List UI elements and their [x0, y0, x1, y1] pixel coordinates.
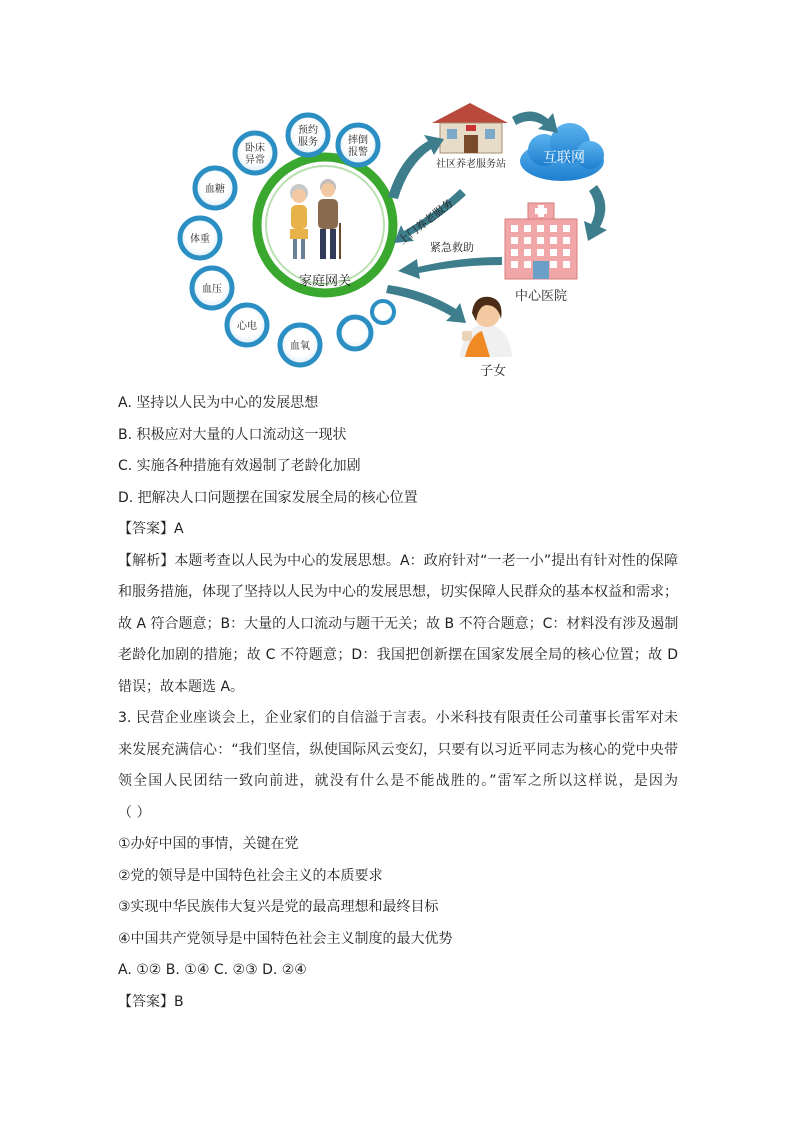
monitor-bubble-label: 血糖: [205, 184, 225, 195]
arrow-internet-to-hospital: [584, 185, 607, 241]
q3-stem-line: 来发展充满信心：“我们坚信，纵使国际风云变幻，只要有以习近平同志为核心的党中央带: [118, 741, 678, 758]
internet-label: 互联网: [543, 150, 585, 166]
emergency-arrow-label: 紧急救助: [430, 241, 474, 254]
q3-statement-3: ③实现中华民族伟大复兴是党的最高理想和最终目标: [118, 899, 439, 915]
arrow-station-to-internet: [512, 111, 558, 133]
children-label: 子女: [479, 364, 507, 379]
question-text: [118, 392, 678, 1022]
hospital-window: [511, 225, 518, 232]
child-person-icon: [460, 297, 512, 357]
q2-analysis-line: 【解析】本题考查以人民为中心的发展思想。A：政府针对“一老一小”提出有针对性的保障: [118, 552, 678, 569]
hospital-window: [563, 237, 570, 244]
q3-stem-line: 领全国人民团结一致向前进，就没有什么是不能战胜的。”雷军之所以这样说，是因为: [118, 773, 678, 789]
q3-statement-1: ①办好中国的事情，关键在党: [118, 836, 299, 852]
hospital-window: [537, 249, 544, 256]
hospital-icon: [505, 203, 577, 279]
monitor-bubble-label: 心电: [237, 321, 257, 332]
arrow-ring-to-children: [386, 285, 466, 323]
empty-bubble: [339, 317, 371, 349]
hospital-window: [511, 237, 518, 244]
hospital-window: [524, 237, 531, 244]
hospital-window: [563, 261, 570, 268]
community-station-icon: [432, 103, 508, 153]
hospital-window: [524, 225, 531, 232]
q2-analysis-line: 错误；故本题选 A。: [118, 678, 245, 695]
monitor-bubble-label: 摔倒报警: [348, 135, 368, 158]
hospital-window: [524, 261, 531, 268]
gateway-label: 家庭网关: [298, 274, 352, 289]
q3-stem-line: （ ）: [118, 804, 151, 821]
q3-statement-2: ②党的领导是中国特色社会主义的本质要求: [118, 867, 383, 884]
hospital-window: [537, 237, 544, 244]
q2-answer: 【答案】A: [118, 521, 184, 537]
hospital-label: 中心医院: [514, 289, 568, 304]
q2-option-d: D. 把解决人口问题摆在国家发展全局的核心位置: [118, 489, 418, 506]
hospital-window: [563, 225, 570, 232]
hospital-window: [524, 249, 531, 256]
hospital-window: [550, 249, 557, 256]
monitor-bubble-label: 卧床异常: [245, 143, 265, 166]
q2-analysis-line: 和服务措施，体现了坚持以人民为中心的发展思想，切实保障人民群众的基本权益和需求；: [118, 584, 678, 600]
hospital-window: [511, 261, 518, 268]
community-station-label: 社区养老服务站: [436, 159, 506, 170]
smart-elderly-care-diagram: [160, 95, 640, 380]
q2-analysis-line: 故 A 符合题意；B：大量的人口流动与题干无关；故 B 不符合题意；C：材料没有涉及遏制: [118, 615, 679, 632]
hospital-window: [550, 225, 557, 232]
q3-stem-line: 3. 民营企业座谈会上，企业家们的自信溢于言表。小米科技有限责任公司董事长雷军对未: [118, 710, 678, 726]
q3-statement-4: ④中国共产党领导是中国特色社会主义制度的最大优势: [118, 930, 453, 947]
hospital-window: [550, 237, 557, 244]
hospital-window: [511, 249, 518, 256]
monitor-bubble-label: 预约服务: [298, 125, 318, 148]
hospital-window: [537, 225, 544, 232]
q3-options: A. ①② B. ①④ C. ②③ D. ②④: [118, 962, 307, 978]
arrow-hospital-to-ring: [398, 257, 502, 279]
q2-analysis-line: 老龄化加剧的措施；故 C 不符题意；D：我国把创新摆在国家发展全局的核心位置；故 D: [118, 647, 678, 663]
q2-option-c: C. 实施各种措施有效遏制了老龄化加剧: [118, 458, 361, 474]
hospital-window: [563, 249, 570, 256]
home-service-arrow-label: 上门养老服务: [395, 196, 456, 248]
monitor-bubble-label: 血压: [202, 284, 222, 295]
hospital-window: [550, 261, 557, 268]
monitor-bubble-label: 血氧: [290, 341, 310, 352]
empty-bubble: [372, 301, 394, 323]
q2-option-a: A. 坚持以人民为中心的发展思想: [118, 395, 319, 411]
monitor-bubble-label: 体重: [190, 234, 210, 245]
q2-option-b: B. 积极应对大量的人口流动这一现状: [118, 426, 347, 443]
q3-answer: 【答案】B: [118, 993, 184, 1010]
